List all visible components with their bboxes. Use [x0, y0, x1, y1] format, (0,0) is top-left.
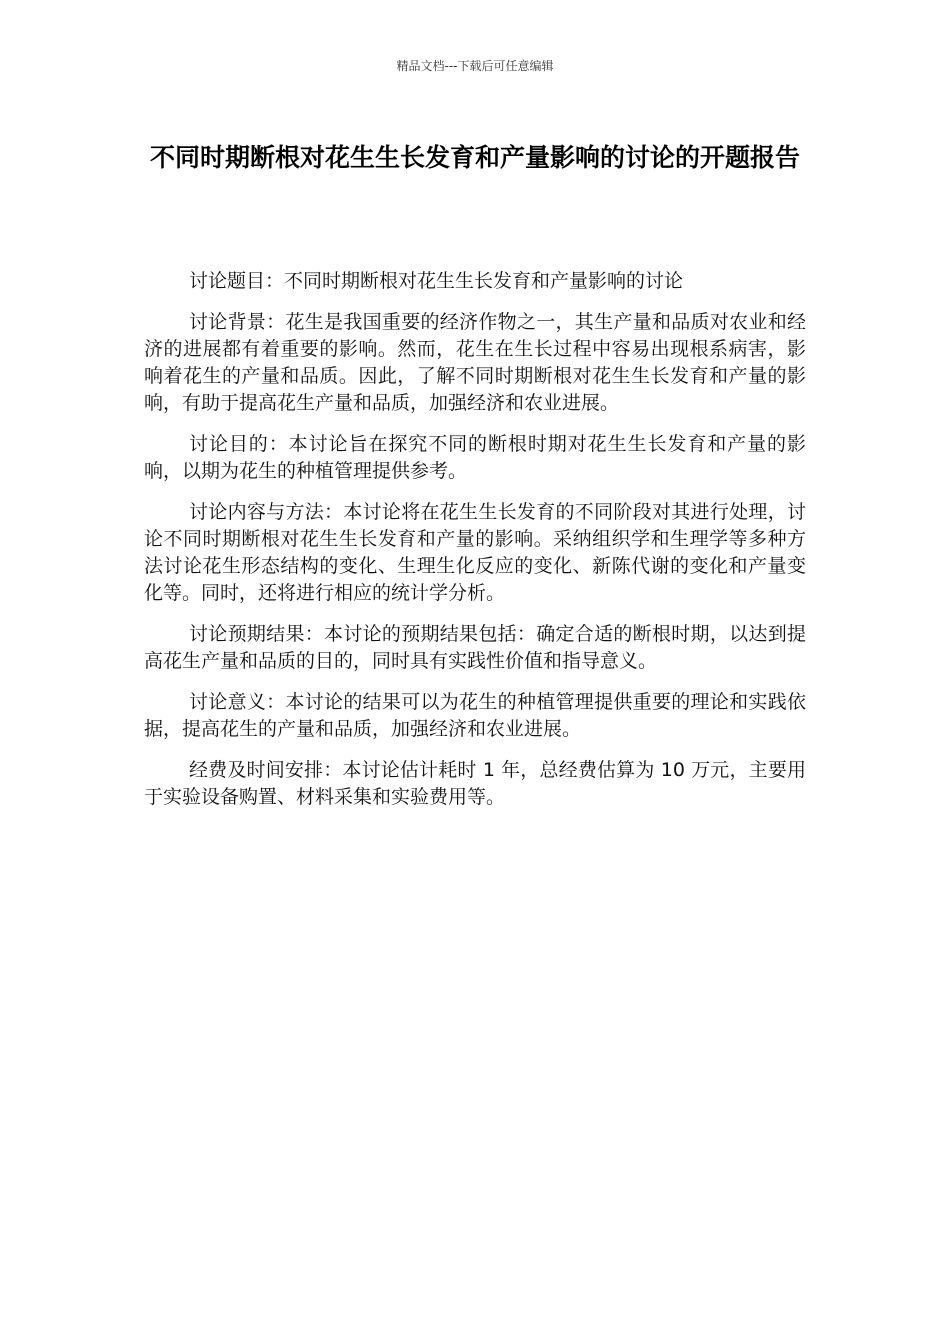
- paragraph-background: 讨论背景：花生是我国重要的经济作物之一，其生产量和品质对农业和经济的进展都有着重要的影响。然而，花生在生长过程中容易出现根系病害，影响着花生的产量和品质。因此，了解不同时期断根对花生生长发育和产量的影响，有助于提高花生产量和品质，加强经济和农业进展。: [144, 311, 806, 414]
- paragraph-budget-schedule: 经费及时间安排：本讨论估计耗时 1 年，总经费估算为 10 万元，主要用于实验设备购置、材料采集和实验费用等。: [144, 759, 806, 808]
- paragraph-significance: 讨论意义：本讨论的结果可以为花生的种植管理提供重要的理论和实践依据，提高花生的产量和品质，加强经济和农业进展。: [144, 691, 806, 740]
- paragraph-content-methods: 讨论内容与方法：本讨论将在花生生长发育的不同阶段对其进行处理，讨论不同时期断根对花生生长发育和产量的影响。采纳组织学和生理学等多种方法讨论花生形态结构的变化、生理生化反应的变化、新陈代谢的变化和产量变化等。同时，还将进行相应的统计学分析。: [144, 501, 806, 604]
- paragraph-topic: 讨论题目：不同时期断根对花生生长发育和产量影响的讨论: [189, 270, 684, 292]
- paragraph-expected-results: 讨论预期结果：本讨论的预期结果包括：确定合适的断根时期，以达到提高花生产量和品质的目的，同时具有实践性价值和指导意义。: [144, 623, 806, 672]
- document-body: [144, 268, 806, 825]
- header-note: 精品文档---下载后可任意编辑: [396, 59, 554, 73]
- document-title: 不同时期断根对花生生长发育和产量影响的讨论的开题报告: [149, 143, 800, 172]
- paragraph-purpose: 讨论目的：本讨论旨在探究不同的断根时期对花生生长发育和产量的影响，以期为花生的种植管理提供参考。: [144, 433, 806, 482]
